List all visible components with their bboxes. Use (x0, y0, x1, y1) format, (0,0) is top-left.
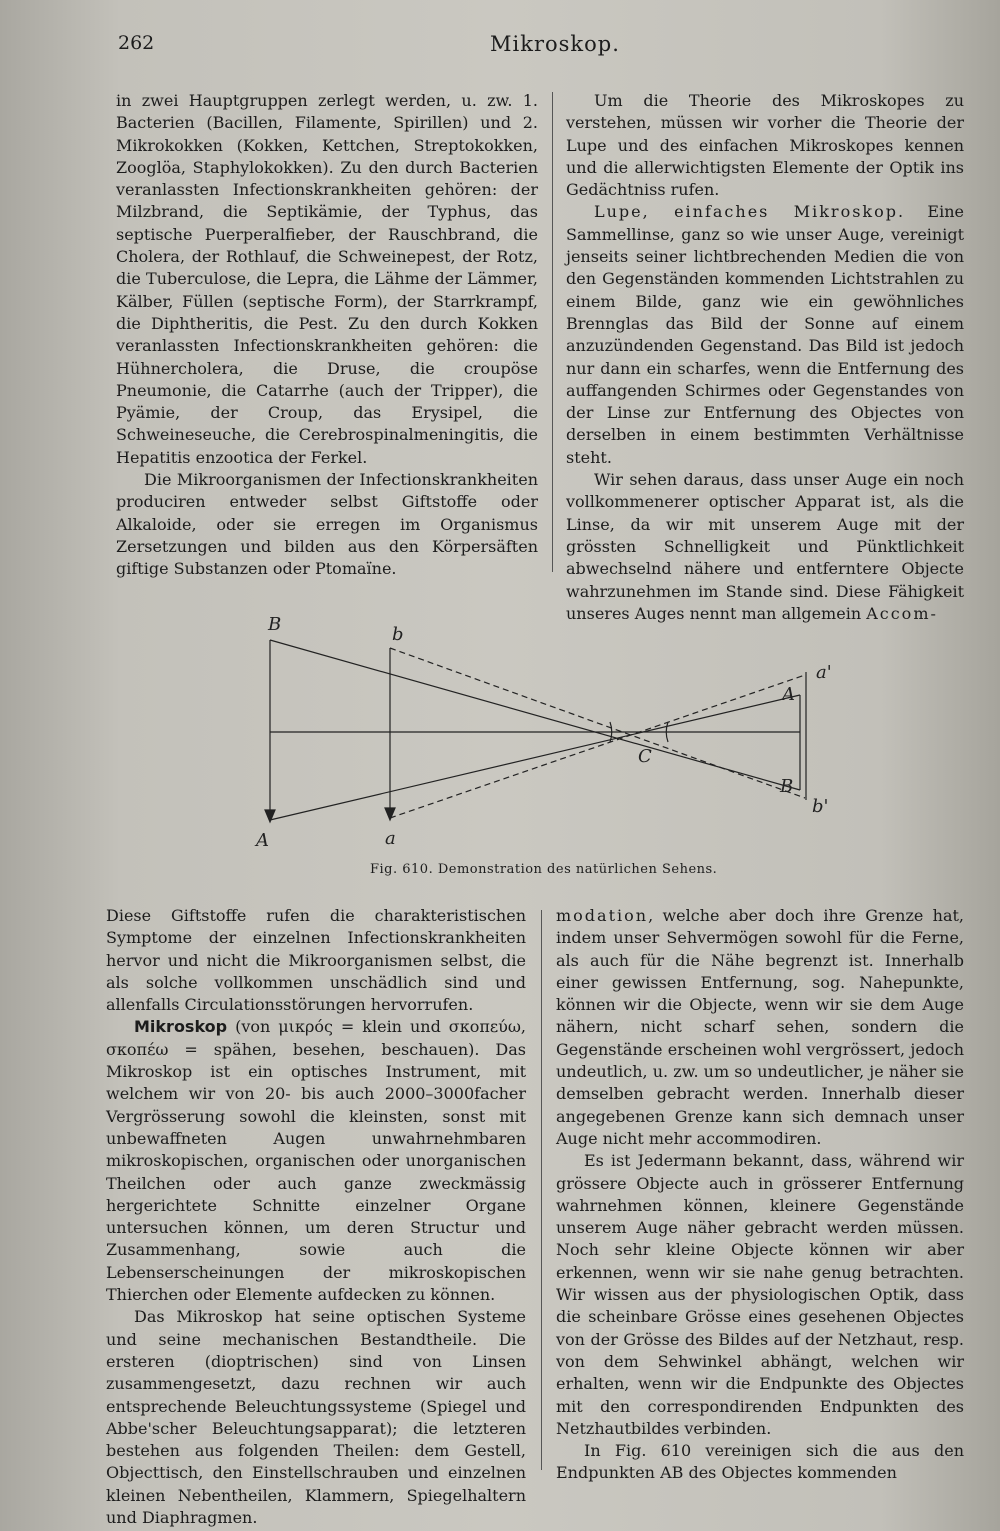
figure-610 (240, 600, 880, 860)
label-B: B (268, 614, 282, 635)
entry-headword: Mikroskop (134, 1017, 228, 1037)
arrow-head-a (385, 808, 395, 820)
paragraph-text: Wir sehen daraus, dass unser Auge ein noch vollkommenerer optischer Apparat ist, als die Linse, da wir mit unserem Auge mit der grössten Schnelligkeit und Pünktlichkeit abwechselnd nähere und entferntere Objecte wahrzunehmen im Stande sind. Diese Fähigkeit unseres Auges nennt man allgemein (566, 470, 964, 623)
paragraph: In Fig. 610 vereinigen sich die aus den Endpunkten AB des Objectes kommenden (556, 1441, 964, 1483)
label-b: b (392, 624, 404, 645)
ray-b (390, 648, 805, 798)
hyphenated-word: modation (556, 906, 649, 925)
label-B-small: B (780, 776, 794, 797)
paragraph-text: , welche aber doch ihre Grenze hat, indem unser Sehvermögen sowohl für die Ferne, als auch für die Nähe begrenzt ist. Innerhalb einer gewissen Entfernung, sog. Nahepunkte, können wir die Objecte, wenn wir sie dem Auge nähern, nicht scharf sehen, sondern die Gegenstände erscheinen wohl vergrössert, jedoch undeutlich, u. zw. um so undeutlicher, je näher sie demselben gebracht werden. Innerhalb dieser angegebenen Grenze kann sich demnach unser Auge nicht mehr accommodiren. (556, 906, 964, 1148)
page-number: 262 (118, 32, 155, 54)
column-top-right (566, 90, 964, 625)
column-bottom-left (106, 905, 526, 1529)
paragraph: Die Mikroorganismen der Infectionskrankheiten produciren entweder selbst Giftstoffe oder Alkaloide, oder sie erregen im Organismus Zersetzungen und bilden aus den Körpersäften giftige Substanzen oder Ptomaïne. (116, 470, 538, 579)
arrow-head-A (265, 810, 275, 822)
label-b-prime: b' (812, 796, 829, 817)
paragraph: in zwei Hauptgruppen zerlegt werden, u. zw. 1. Bacterien (Bacillen, Filamente, Spirillen) und 2. Mikrokokken (Kokken, Kettchen, Streptokokken, Zooglöa, Staphylokokken). Zu den durch Bacterien veranlassten Infectionskrankheiten gehören: der Milzbrand, die Septikämie, der Typhus, das septische Puerperalfieber, der Rauschbrand, die Cholera, der Rothlauf, die Schweinepest, der Rotz, die Tuberculose, die Lepra, die Lähme der Lämmer, Kälber, Füllen (septische Form), der Starrkrampf, die Diphtheritis, die Pest. Zu den durch Kokken veranlassten Infectionskrankheiten gehören: die Hühnercholera, die Druse, die croupöse Pneumonie, die Catarrhe (auch der Tripper), die Pyämie, der Croup, das Erysipel, die Schweineseuche, die Cerebrospinalmeningitis, die Hepatitis enzootica der Ferkel. (116, 91, 538, 467)
paragraph (556, 905, 964, 1150)
label-a-prime: a' (816, 662, 832, 683)
ray-a (390, 675, 805, 818)
column-bottom-right (556, 905, 964, 1485)
hyphenated-word: Accom- (866, 603, 938, 623)
paragraph: Diese Giftstoffe rufen die charakteristischen Symptome der einzelnen Infectionskrankheiten hervor und nicht die Mikroorganismen selbst, die als solche vollkommen unschädlich sind und allenfalls Circulationsstörungen hervorrufen. (106, 906, 526, 1015)
ray-A (270, 695, 800, 820)
section-lead: Lupe, einfaches Mikroskop. (594, 202, 906, 222)
running-title: Mikroskop. (490, 32, 620, 56)
figure-caption: Fig. 610. Demonstration des natürlichen Sehens. (370, 862, 718, 877)
paragraph (566, 201, 964, 469)
column-top-left (116, 90, 538, 581)
label-C: C (638, 746, 652, 767)
paragraph: Es ist Jedermann bekannt, dass, während wir grössere Objecte auch in grösserer Entfernung wahrnehmen können, kleinere Gegenstände unserem Auge näher gebracht werden müssen. Noch sehr kleine Objecte können wir aber erkennen, wenn wir sie nahe genug betrachten. Wir wissen aus der physiologischen Optik, dass die scheinbare Grösse eines gesehenen Objectes von der Grösse des Bildes auf der Netzhaut, resp. von dem Sehwinkel abhängt, welchen wir erhalten, wenn wir die Endpunkte des Objectes mit den correspondirenden Endpunkten des Netzhautbildes verbinden. (556, 1151, 964, 1438)
optics-diagram (240, 600, 880, 860)
label-A-small: A (782, 684, 795, 705)
column-divider (541, 910, 542, 1470)
label-a: a (385, 828, 396, 849)
paragraph: Das Mikroskop hat seine optischen Systeme und seine mechanischen Bestandtheile. Die ersteren (dioptrischen) sind von Linsen zusammengesetzt, dazu rechnen wir auch entsprechende Beleuchtungssysteme (Spiegel und Abbe'scher Beleuchtungsapparat); die letzteren bestehen aus folgenden Theilen: dem Gestell, Objecttisch, den Einstellschrauben und einzelnen kleinen Nebentheilen, Klammern, Spiegelhaltern und Diaphragmen. (106, 1307, 526, 1528)
paragraph: Um die Theorie des Mikroskopes zu verstehen, müssen wir vorher die Theorie der Lupe und des einfachen Mikroskopes kennen und die allerwichtigsten Elemente der Optik ins Gedächtniss rufen. (566, 91, 964, 200)
paragraph (106, 1016, 526, 1306)
page-header (118, 30, 938, 70)
column-divider (552, 92, 553, 572)
label-A: A (256, 830, 269, 851)
paragraph-text: Eine Sammellinse, ganz so wie unser Auge, vereinigt jenseits seiner lichtbrechenden Medien die von den Gegenständen kommenden Lichtstrahlen zu einem Bilde, ganz wie ein gewöhnliches Brennglas das Bild der Sonne auf einem anzuzündenden Gegenstand. Das Bild ist jedoch nur dann ein scharfes, wenn die Entfernung des auffangenden Schirmes oder Gegenstandes von der Linse zur Entfernung des Objectes von derselben in einem bestimmten Verhältnisse steht. (566, 202, 964, 467)
paragraph-text: (von μικρός = klein und σκοπεύω, σκοπέω = spähen, besehen, beschauen). Das Mikroskop ist ein optisches Instrument, mit welchem wir von 20- bis auch 2000–3000facher Vergrösserung sowohl die kleinsten, sonst mit unbewaffneten Augen unwahrnehmbaren mikroskopischen, organischen oder unorganischen Theilchen oder auch ganze zweckmässig hergerichtete Schnitte einzelner Organe untersuchen können, um deren Structur und Zusammenhang, sowie auch die Lebenserscheinungen der mikroskopischen Thierchen oder Elemente aufdecken zu können. (106, 1017, 526, 1305)
